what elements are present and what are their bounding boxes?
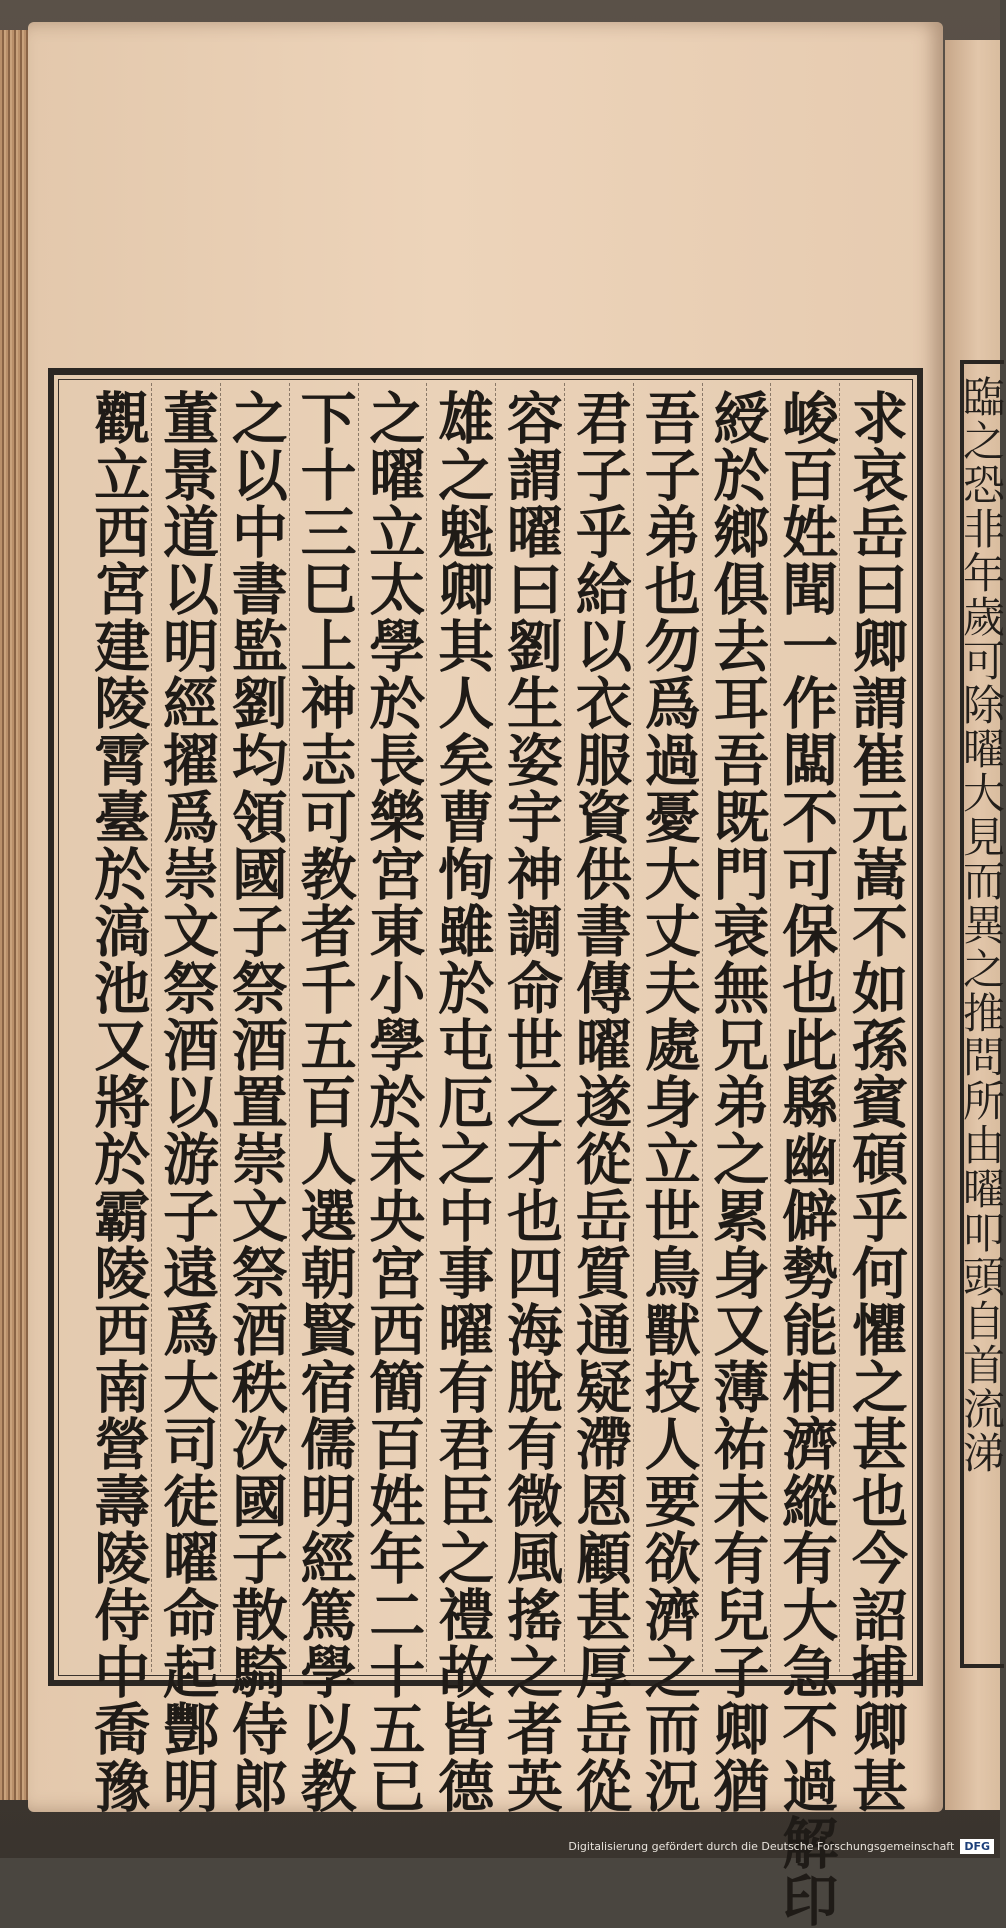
- text-column: 求哀岳曰卿謂崔元嵩不如孫賓碩乎何懼之甚也今詔捕卿甚: [843, 389, 909, 1814]
- digitization-footer: [568, 1839, 994, 1854]
- page-stack-edge: [0, 30, 30, 1800]
- text-column: 觀立西宮建陵霄臺於滈池又將於霸陵西南營壽陵侍中喬豫: [83, 383, 152, 1672]
- text-column: 峻百姓聞一作闆不可保也此縣幽僻勢能相濟縱有大急不過解印: [771, 383, 840, 1672]
- text-column: 之曜立太學於長樂宮東小學於未央宮西簡百姓年二十五已: [359, 383, 428, 1672]
- facing-page-text: 臨之恐非年歲可除曜大見而異之推問所由曜叩頭自首流涕: [957, 375, 1006, 1475]
- text-column: 雄之魁卿其人矣曹恂雖於屯厄之中事曜有君臣之禮故皆德: [427, 383, 496, 1672]
- text-column: 君子乎給以衣服資供書傳曜遂從岳質通疑滯恩顧甚厚岳從: [565, 383, 634, 1672]
- text-column: 容謂曜曰劉生姿宇神調命世之才也四海脫有微風搖之者英: [496, 383, 565, 1672]
- text-column: 綬於鄉俱去耳吾既門衰無兄弟之累身又薄祐未有兒子卿猶: [703, 383, 772, 1672]
- text-column: 吾子弟也勿爲過憂大丈夫處身立世鳥獸投人要欲濟之而況: [634, 383, 703, 1672]
- text-column: 之以中書監劉均領國子祭酒置崇文祭酒秩次國子散騎侍郎: [221, 383, 290, 1672]
- dfg-logo: DFG: [960, 1839, 994, 1854]
- text-column: 下十三巳上神志可教者千五百人選朝賢宿儒明經篤學以教: [290, 383, 359, 1672]
- footer-credit: Digitalisierung gefördert durch die Deutsche Forschungsgemeinschaft: [568, 1840, 955, 1853]
- text-column: 董景道以明經擢爲崇文祭酒以游子遠爲大司徒曜命起酆明: [152, 383, 221, 1672]
